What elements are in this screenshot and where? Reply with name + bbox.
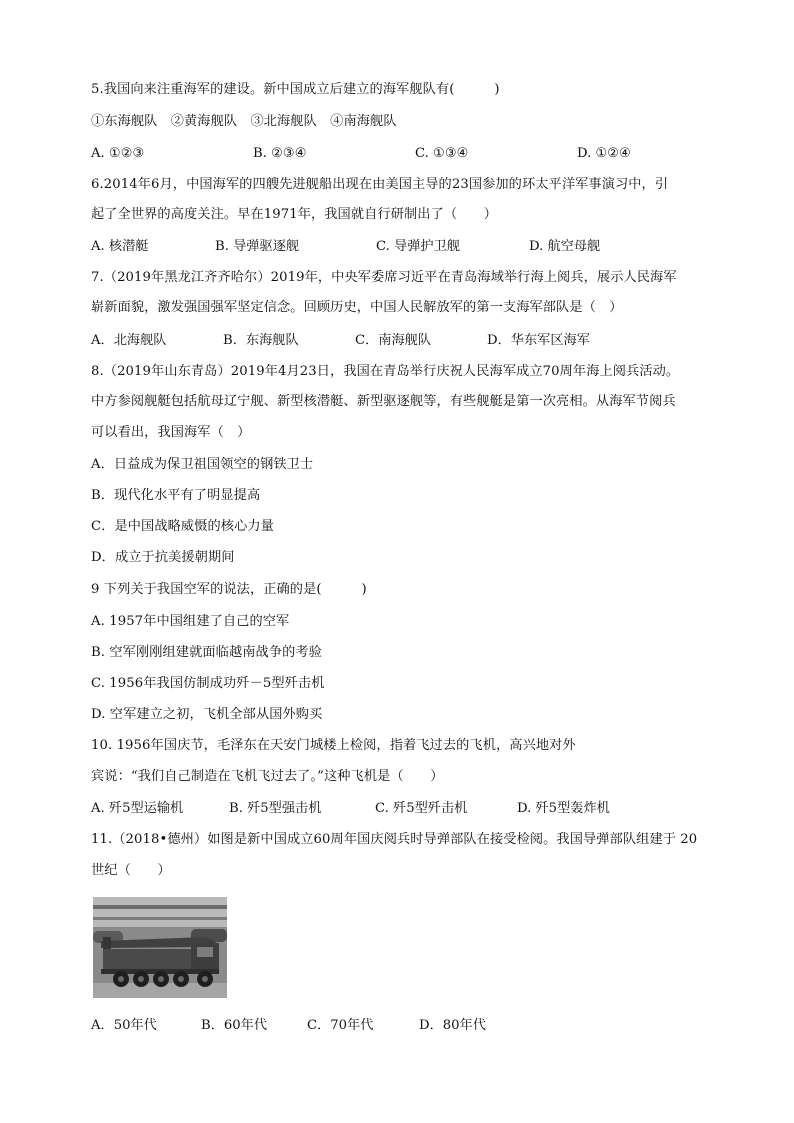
q9-stem: 9 下列关于我国空军的说法，正确的是( ) <box>91 582 367 597</box>
q8-option-b[interactable]: B．现代化水平有了明显提高 <box>91 488 261 503</box>
q7-option-b[interactable]: B．东海舰队 <box>223 333 299 348</box>
q10-options <box>91 799 731 819</box>
q8-stem-line3: 可以看出，我国海军（ ） <box>91 425 251 440</box>
q6-option-a[interactable]: A. 核潜艇 <box>91 239 149 254</box>
q6-stem-line2: 起了全世界的高度关注。早在1971年，我国就自行研制出了（ ） <box>91 207 498 222</box>
missile-vehicle-photo <box>93 897 227 998</box>
q8-stem-line1: 8.（2019年山东青岛）2019年4月23日，我国在青岛举行庆祝人民海军成立70周年海上阅兵活动。 <box>91 364 680 379</box>
q11-stem-line1: 11.（2018•德州）如图是新中国成立60周年国庆阅兵时导弹部队在接受检阅。我国导弹部队组建于 20 <box>91 832 698 847</box>
q6-options <box>91 237 731 257</box>
q9-option-b[interactable]: B. 空军刚刚组建就面临越南战争的考验 <box>91 645 322 660</box>
q6-stem-line1: 6.2014年6月，中国海军的四艘先进舰船出现在由美国主导的23国参加的环太平洋军事演习中，引 <box>91 177 669 192</box>
q5-option-b[interactable]: B. ②③④ <box>253 146 307 161</box>
q5-option-d[interactable]: D. ①②④ <box>577 146 631 161</box>
q9-option-c[interactable]: C. 1956年我国仿制成功歼－5型歼击机 <box>91 676 325 691</box>
q11-options <box>91 1016 731 1036</box>
q6-option-c[interactable]: C. 导弹护卫舰 <box>376 239 460 254</box>
q10-stem-line2: 宾说：“我们自己制造在飞机飞过去了。”这种飞机是（ ） <box>91 769 444 784</box>
q9-option-d[interactable]: D. 空军建立之初，飞机全部从国外购买 <box>91 707 323 722</box>
q5-option-a[interactable]: A. ①②③ <box>91 146 145 161</box>
q8-option-a[interactable]: A．日益成为保卫祖国领空的钢铁卫士 <box>91 457 314 472</box>
q10-option-d[interactable]: D. 歼5型轰炸机 <box>517 801 610 816</box>
q10-option-b[interactable]: B. 歼5型强击机 <box>229 801 322 816</box>
q6-option-d[interactable]: D. 航空母舰 <box>529 239 601 254</box>
q10-option-c[interactable]: C. 歼5型歼击机 <box>375 801 468 816</box>
q6-option-b[interactable]: B. 导弹驱逐舰 <box>215 239 300 254</box>
q10-stem-line1: 10. 1956年国庆节，毛泽东在天安门城楼上检阅，指着飞过去的飞机，高兴地对外 <box>91 738 576 753</box>
q7-stem-line1: 7.（2019年黑龙江齐齐哈尔）2019年，中央军委席习近平在青岛海域举行海上阅兵，展示人民海军 <box>91 270 677 285</box>
q5-options <box>91 144 731 164</box>
q5-items: ①东海舰队 ②黄海舰队 ③北海舰队 ④南海舰队 <box>91 114 397 129</box>
q7-stem-line2: 崭新面貌，激发强国强军坚定信念。回顾历史，中国人民解放军的第一支海军部队是（ ） <box>91 300 623 315</box>
q9-option-a[interactable]: A. 1957年中国组建了自己的空军 <box>91 614 290 629</box>
q11-stem-line2: 世纪（ ） <box>91 863 171 878</box>
q8-option-d[interactable]: D．成立于抗美援朝期间 <box>91 550 235 565</box>
q7-options <box>91 331 731 351</box>
q11-option-a[interactable]: A．50年代 <box>91 1018 157 1033</box>
q11-option-c[interactable]: C．70年代 <box>307 1018 374 1033</box>
q5-option-c[interactable]: C. ①③④ <box>415 146 469 161</box>
q7-option-a[interactable]: A．北海舰队 <box>91 333 167 348</box>
q10-option-a[interactable]: A. 歼5型运输机 <box>91 801 184 816</box>
q8-stem-line2: 中方参阅舰艇包括航母辽宁舰、新型核潜艇、新型驱逐舰等，有些舰艇是第一次亮相。从海军节阅兵 <box>91 394 676 409</box>
q7-option-d[interactable]: D．华东军区海军 <box>487 333 590 348</box>
q11-option-b[interactable]: B．60年代 <box>201 1018 268 1033</box>
missile-vehicle-icon <box>93 897 227 998</box>
q7-option-c[interactable]: C．南海舰队 <box>355 333 432 348</box>
q5-stem: 5.我国向来注重海军的建设。新中国成立后建立的海军舰队有( ) <box>91 82 500 97</box>
q11-option-d[interactable]: D．80年代 <box>419 1018 486 1033</box>
q8-option-c[interactable]: C．是中国战略威慑的核心力量 <box>91 519 274 534</box>
